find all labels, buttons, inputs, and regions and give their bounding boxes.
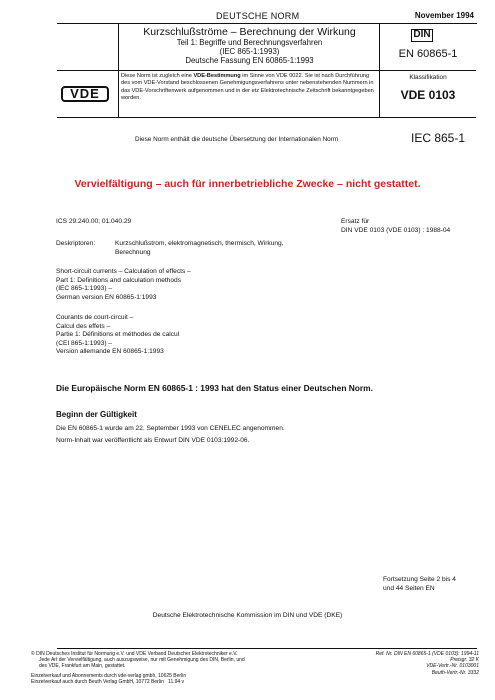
iec-number: IEC 865-1 [411, 131, 466, 145]
document-iec-ref: (IEC 865-1:1993) [219, 47, 280, 56]
reference-number: Ref. Nr. DIN EN 60865-1 (VDE 0103): 1994-11 [375, 651, 479, 657]
vde-description-text: im Sinne von VDE 0022. Sie ist nach Durchführung des vom VDE-Vorstand beschlossenen Genehmigungsverfahrens unter nebenstehenden Nummern in das VDE-Vorschriftenwerk aufgenommen und in der etz Elektrotechnische Zeitschrift bekanntgegeben worden. [121, 73, 374, 102]
standard-number: EN 60865-1 [398, 48, 458, 60]
document-part: Teil 1: Begriffe und Berechnungsverfahren [176, 38, 323, 47]
vde-description [121, 73, 376, 103]
descriptors-label: Deskriptoren: [56, 240, 96, 247]
divider [57, 117, 476, 118]
validity-heading: Beginn der Gültigkeit [56, 410, 137, 419]
vde-distribution-number: VDE-Vertr.-Nr. 0103001 [426, 663, 479, 670]
ics-code: ICS 29.240.00; 01.040.29 [56, 218, 132, 225]
descriptors-value: Kurzschlußstrom, elektromagnetisch, thermisch, Wirkung, Berechnung [115, 240, 284, 256]
price-group: Preisgr. 32 K [450, 657, 479, 664]
footer-line: des VDE, Frankfurt am Main, gestattet. [39, 663, 126, 670]
english-title-block [56, 268, 286, 302]
french-title-line: Calcul des effets – [56, 322, 111, 330]
international-standard-note: Diese Norm enthält die deutsche Übersetzung der Internationalen Norm [135, 136, 339, 143]
vde-description-bold: VDE-Bestimmung [193, 73, 241, 79]
replaces-note [341, 218, 450, 235]
footer-line: Einzelverkauf und Abonnements durch vde-verlag gmbh, 10625 Berlin [31, 672, 187, 679]
commission-name: Deutsche Elektrotechnische Kommission im DIN und VDE (DKE) [152, 612, 343, 619]
bottom-rule [57, 648, 477, 649]
document-version: Deutsche Fassung EN 60865-1:1993 [185, 56, 314, 65]
english-title-line: German version EN 60865-1:1993 [56, 293, 157, 301]
divider [118, 24, 119, 70]
beuth-distribution-number: Beuth-Vertr.-Nr. 3332 [431, 669, 479, 676]
issue-date: November 1994 [414, 11, 474, 20]
vde-description-text: Diese Norm ist zugleich eine [121, 73, 194, 79]
replaces-reference: DIN VDE 0103 (VDE 0103) : 1988-04 [341, 226, 451, 234]
footer-print-code: 11.94 v [168, 678, 185, 685]
divider [118, 70, 119, 117]
footer-line-text: Einzelverkauf auch durch Beuth Verlag GmbH, 10772 Berlin [31, 678, 164, 685]
document-title: Kurzschlußströme – Berechnung der Wirkung [143, 26, 356, 38]
top-rule [57, 23, 477, 24]
copyright-footer [31, 651, 321, 685]
din-logo: DIN [411, 29, 433, 42]
french-title-line: (CEI 865-1:1993) – [56, 339, 113, 347]
replaces-label: Ersatz für [341, 218, 370, 225]
klassifikation-label: Klassifikation [409, 74, 447, 81]
footer-line: © DIN Deutsches Institut für Normung e.V. und VDE Verband Deutscher Elektrotechniker e.V. [31, 651, 238, 657]
copy-warning: Vervielfältigung – auch für innerbetriebliche Zwecke – nicht gestattet. [74, 178, 421, 190]
klassifikation-number: VDE 0103 [400, 88, 456, 102]
footer-line: Jede Art der Vervielfältigung, auch auszugsweise, nur mit Genehmigung des DIN, Berlin, und [39, 657, 245, 664]
validity-text: Norm-Inhalt war veröffentlicht als Entwurf DIN VDE 0103:1992-06. [56, 437, 250, 444]
vde-logo: VDE [61, 86, 109, 102]
english-title-line: Part 1: Definitions and calculation methods [56, 276, 181, 284]
norm-label: DEUTSCHE NORM [216, 11, 300, 21]
status-statement: Die Europäische Norm EN 60865-1 : 1993 hat den Status einer Deutschen Norm. [56, 383, 373, 393]
french-title-line: Version allemande EN 60865-1:1993 [56, 348, 164, 356]
continuation-note [383, 576, 483, 593]
continuation-line: und 44 Seiten EN [383, 584, 435, 592]
english-title-line: (IEC 865-1:1993) – [56, 285, 113, 293]
continuation-line: Fortsetzung Seite 2 bis 4 [383, 576, 456, 583]
divider [57, 70, 476, 71]
french-title-line: Courants de court-circuit – [56, 314, 134, 321]
descriptors [56, 240, 285, 257]
footer-line [31, 679, 321, 685]
reference-footer [319, 651, 479, 676]
french-title-block [56, 314, 286, 357]
validity-text: Die EN 60865-1 wurde am 22. September 1993 von CENELEC angenommen. [56, 425, 285, 432]
title-block [120, 26, 379, 70]
french-title-line: Partie 1: Définitions et méthodes de calcul [56, 331, 180, 339]
english-title-line: Short-circuit currents – Calculation of effects – [56, 268, 191, 275]
